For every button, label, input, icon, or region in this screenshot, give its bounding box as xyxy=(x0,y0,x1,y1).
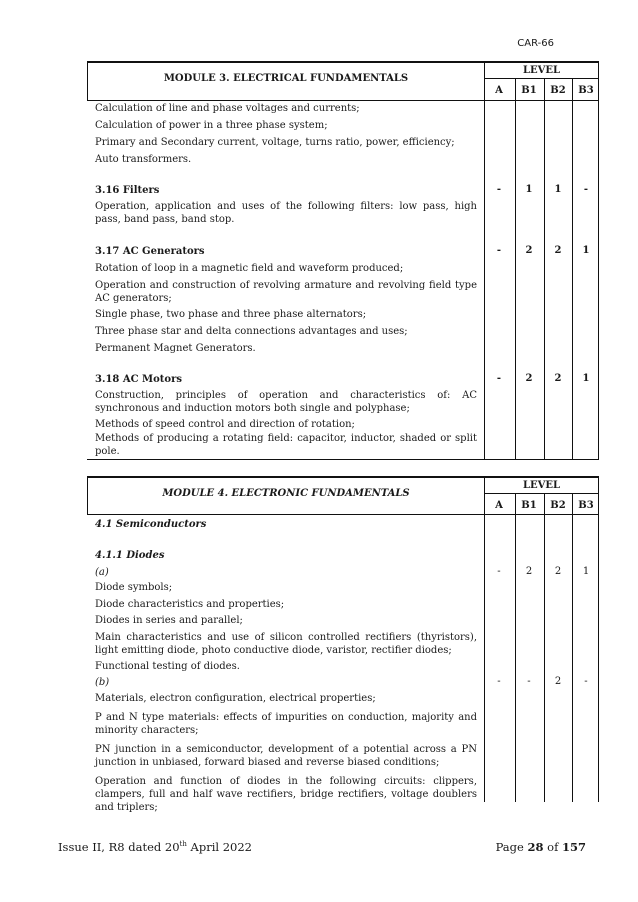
s318-level-b3: 1 xyxy=(582,373,590,384)
sub-b-line: Materials, electron configuration, electrical properties; xyxy=(95,693,376,704)
s317-level-b1: 2 xyxy=(525,245,533,256)
m4-level-label: LEVEL xyxy=(522,480,561,491)
module3-title: MODULE 3. ELECTRICAL FUNDAMENTALS xyxy=(163,73,409,84)
m3-header-bottom xyxy=(87,100,599,101)
sub-b-level-b3: - xyxy=(584,676,588,687)
sub-b-line: P and N type materials: effects of impurities on conduction, majority and minority characters; xyxy=(95,712,477,736)
m4-col-sep xyxy=(544,493,545,802)
s316-level-a: - xyxy=(496,184,502,195)
m3-col-b2: B2 xyxy=(550,85,566,96)
section-3-18-heading: 3.18 AC Motors xyxy=(95,374,182,385)
s318-line: Methods of producing a rotating field: capacitor, inductor, shaded or split pole. xyxy=(95,433,477,457)
sub-b-line: Operation and function of diodes in the following circuits: clippers, clampers, full and half wave rectifiers, bridge rectifiers, voltage doublers and triplers; xyxy=(95,776,477,813)
m3-col-a: A xyxy=(495,85,503,96)
m4-col-sep xyxy=(515,493,516,802)
m4-right-border xyxy=(598,476,599,802)
m3-intro-line: Primary and Secondary current, voltage, turns ratio, power, efficiency; xyxy=(95,137,455,148)
section-4-1-heading: 4.1 Semiconductors xyxy=(95,519,207,530)
sub-b-level-a: - xyxy=(497,676,501,687)
m4-header-bottom xyxy=(87,514,599,515)
sub-b-level-b1: - xyxy=(527,676,531,687)
page-current: 28 xyxy=(527,840,544,854)
s318-line: Methods of speed control and direction of rotation; xyxy=(95,419,355,430)
m3-col-sep xyxy=(572,78,573,460)
module4-title: MODULE 4. ELECTRONIC FUNDAMENTALS xyxy=(162,488,410,499)
m4-col-b3: B3 xyxy=(578,500,594,511)
page-label: Page xyxy=(495,840,528,854)
s317-line: Single phase, two phase and three phase alternators; xyxy=(95,309,367,320)
s316-level-b3: - xyxy=(583,184,589,195)
m4-top-border xyxy=(87,476,599,478)
s316-level-b2: 1 xyxy=(554,184,562,195)
sub-a-line: Diode characteristics and properties; xyxy=(95,599,285,610)
m3-intro-line: Calculation of power in a three phase system; xyxy=(95,120,328,131)
m4-col-sep xyxy=(484,476,485,802)
page-number xyxy=(496,840,586,854)
document-code: CAR-66 xyxy=(517,38,554,49)
m4-col-b1: B1 xyxy=(521,500,537,511)
issue-sup: th xyxy=(179,840,187,849)
m3-col-sep xyxy=(515,78,516,460)
sub-a-level-b2: 2 xyxy=(554,566,562,577)
sub-a-line: Main characteristics and use of silicon controlled rectifiers (thyristors), light emitting diode, photo conductive diode, varistor, rectifier diodes; xyxy=(95,632,477,656)
sub-b-line: PN junction in a semiconductor, development of a potential across a PN junction in unbiased, forward biased and reverse biased conditions; xyxy=(95,744,477,768)
m3-intro-line: Auto transformers. xyxy=(95,154,192,165)
m3-level-divider xyxy=(484,78,599,79)
section-3-17-heading: 3.17 AC Generators xyxy=(95,246,205,257)
section-4-1-1-heading: 4.1.1 Diodes xyxy=(95,550,165,561)
s317-line: Operation and construction of revolving armature and revolving field type AC generators; xyxy=(95,280,477,304)
s318-line: Construction, principles of operation and characteristics of: AC synchronous and induction motors both single and polyphase; xyxy=(95,390,477,414)
m3-col-b1: B1 xyxy=(521,85,537,96)
s317-line: Permanent Magnet Generators. xyxy=(95,343,256,354)
sub-a-line: Functional testing of diodes. xyxy=(95,661,240,672)
s318-level-b1: 2 xyxy=(525,373,533,384)
sub-a-line: Diode symbols; xyxy=(95,582,173,593)
sub-a-level-b3: 1 xyxy=(582,566,590,577)
page-of: of xyxy=(543,840,562,854)
issue-date xyxy=(58,840,252,854)
s316-text: Operation, application and uses of the following filters: low pass, high pass, band pass, band stop. xyxy=(95,201,477,225)
s317-line: Three phase star and delta connections advantages and uses; xyxy=(95,326,408,337)
m3-col-sep xyxy=(484,61,485,460)
s317-level-a: - xyxy=(496,245,502,256)
m3-bottom-border xyxy=(87,459,599,460)
sub-a-level-b1: 2 xyxy=(525,566,533,577)
sub-a-line: Diodes in series and parallel; xyxy=(95,615,243,626)
m4-col-a: A xyxy=(495,500,503,511)
s317-level-b3: 1 xyxy=(582,245,590,256)
m3-top-border xyxy=(87,61,599,63)
m4-col-b2: B2 xyxy=(550,500,566,511)
sub-b-level-b2: 2 xyxy=(554,676,562,687)
issue-prefix: Issue II, R8 dated 20 xyxy=(58,840,180,854)
m3-col-sep xyxy=(544,78,545,460)
sub-b-label: (b) xyxy=(95,677,110,688)
s318-level-a: - xyxy=(496,373,502,384)
m3-col-b3: B3 xyxy=(578,85,594,96)
page-total: 157 xyxy=(561,840,586,854)
m4-level-divider xyxy=(484,493,599,494)
section-3-16-heading: 3.16 Filters xyxy=(95,185,160,196)
s316-level-b1: 1 xyxy=(525,184,533,195)
issue-suffix: April 2022 xyxy=(186,840,252,854)
s317-level-b2: 2 xyxy=(554,245,562,256)
m4-col-sep xyxy=(572,493,573,802)
s317-line: Rotation of loop in a magnetic field and waveform produced; xyxy=(95,263,404,274)
m3-right-border xyxy=(598,61,599,460)
s318-level-b2: 2 xyxy=(554,373,562,384)
m3-level-label: LEVEL xyxy=(522,65,561,76)
sub-a-level-a: - xyxy=(497,566,501,577)
m3-intro-line: Calculation of line and phase voltages and currents; xyxy=(95,103,360,114)
sub-a-label: (a) xyxy=(95,567,109,578)
